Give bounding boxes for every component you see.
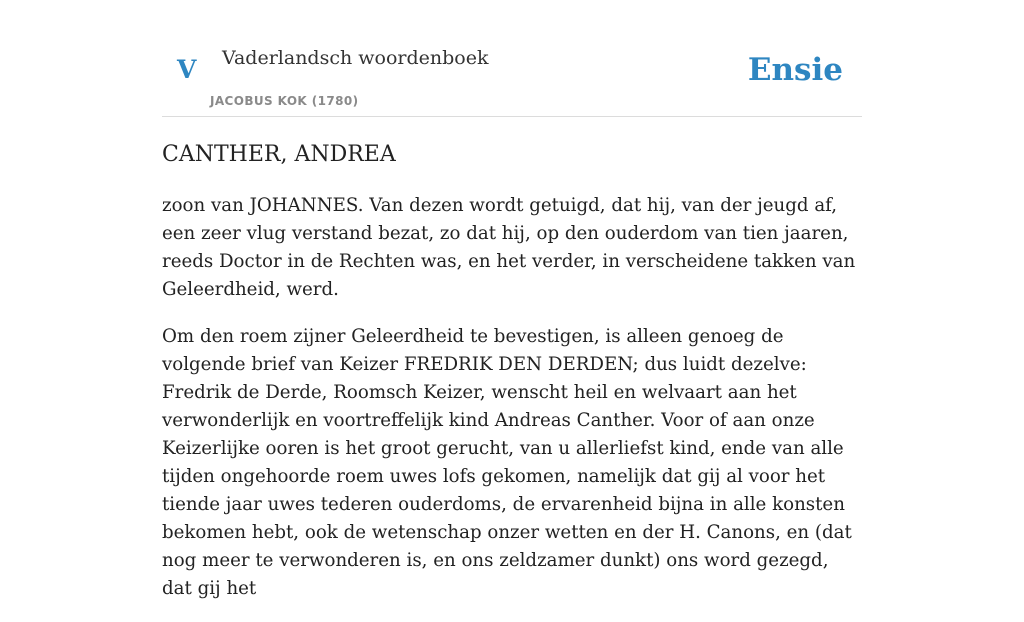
entry-paragraph: Om den roem zijner Geleerdheid te bevestigen, is alleen genoeg de volgende brief van Keizer FREDRIK DEN DERDEN; dus luidt dezelve: Fredrik de Derde, Roomsch Keizer, wenscht heil en welvaart aan het verwonderlijk en voortreffelijk kind Andreas Canther. Voor of aan onze Keizerlijke ooren is het groot gerucht, van u allerliefst kind, ende van alle tijden ongehoorde roem uwes lofs gekomen, namelijk dat gij al voor het tiende jaar uwes tederen ouderdoms, de ervarenheid bijna in alle konsten bekomen hebt, ook de wetenschap onzer wetten en der H. Canons, en (dat nog meer te verwonderen is, en ons zeldzamer dunkt) ons word gezegd, dat gij het [162, 326, 852, 599]
ensie-logo[interactable]: Ensie [747, 52, 843, 88]
dictionary-header [162, 0, 862, 117]
entry-headword: CANTHER, ANDREA [162, 142, 396, 167]
letter-index[interactable]: V [177, 55, 197, 84]
entry-paragraph: zoon van JOHANNES. Van dezen wordt getuigd, dat hij, van der jeugd af, een zeer vlug verstand bezat, zo dat hij, op den ouderdom van tien jaaren, reeds Doctor in de Rechten was, en het verder, in verscheidene takken van Geleerdheid, werd. [162, 195, 856, 300]
entry-body [162, 192, 864, 622]
dictionary-title[interactable]: Vaderlandsch woordenboek [222, 47, 489, 69]
dictionary-author: JACOBUS KOK (1780) [210, 94, 359, 108]
